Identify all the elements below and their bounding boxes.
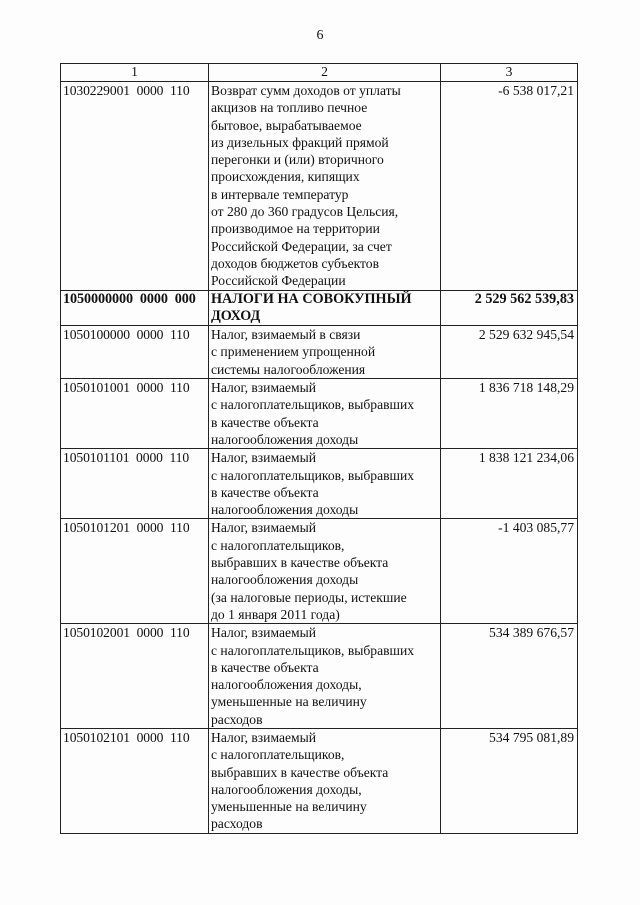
row-description: Возврат сумм доходов от уплаты акцизов на топливо печное бытовое, вырабатываемое из дизельных фракций прямой перегонки и (или) вторичного происхождения, кипящих в интервале температур от 280 до 360 градусов Цельсия, производимое на территории Российской Федерации, за счет доходов бюджетов субъектов Российской Федерации [209,82,441,291]
row-amount: 2 529 562 539,83 [441,290,578,326]
column-header-code: 1 [61,64,209,82]
row-description: Налог, взимаемый с налогоплательщиков, выбравших в качестве объекта налогообложения доходы [209,379,441,449]
row-description: Налог, взимаемый в связи с применением упрощенной системы налогообложения [209,326,441,379]
table-row [61,519,578,624]
row-code: 1050101101 0000 110 [61,449,209,519]
table-header-row [61,64,578,82]
table-row [61,326,578,379]
row-amount: 1 838 121 234,06 [441,449,578,519]
row-amount: 2 529 632 945,54 [441,326,578,379]
row-code: 1050101201 0000 110 [61,519,209,624]
row-amount: 1 836 718 148,29 [441,379,578,449]
row-code: 1050101001 0000 110 [61,379,209,449]
table-row [61,728,578,833]
row-code: 1050102001 0000 110 [61,624,209,729]
table-row [61,379,578,449]
page-number: 6 [316,28,324,43]
row-description: Налог, взимаемый с налогоплательщиков, выбравших в качестве объекта налогообложения доходы (за налоговые периоды, истекшие до 1 января 2011 года) [209,519,441,624]
budget-revenue-table [60,63,578,834]
row-description: НАЛОГИ НА СОВОКУПНЫЙ ДОХОД [209,290,441,326]
row-code: 1050000000 0000 000 [61,290,209,326]
row-amount: -6 538 017,21 [441,82,578,291]
row-amount: 534 389 676,57 [441,624,578,729]
table-row [61,624,578,729]
row-amount: 534 795 081,89 [441,728,578,833]
column-header-description: 2 [209,64,441,82]
table-row [61,82,578,291]
row-description: Налог, взимаемый с налогоплательщиков, выбравших в качестве объекта налогообложения доходы [209,449,441,519]
row-description: Налог, взимаемый с налогоплательщиков, выбравших в качестве объекта налогообложения доходы, уменьшенные на величину расходов [209,624,441,729]
row-code: 1050100000 0000 110 [61,326,209,379]
row-description: Налог, взимаемый с налогоплательщиков, выбравших в качестве объекта налогообложения доходы, уменьшенные на величину расходов [209,728,441,833]
row-code: 1030229001 0000 110 [61,82,209,291]
row-code: 1050102101 0000 110 [61,728,209,833]
column-header-amount: 3 [441,64,578,82]
table-row [61,290,578,326]
table-row [61,449,578,519]
row-amount: -1 403 085,77 [441,519,578,624]
